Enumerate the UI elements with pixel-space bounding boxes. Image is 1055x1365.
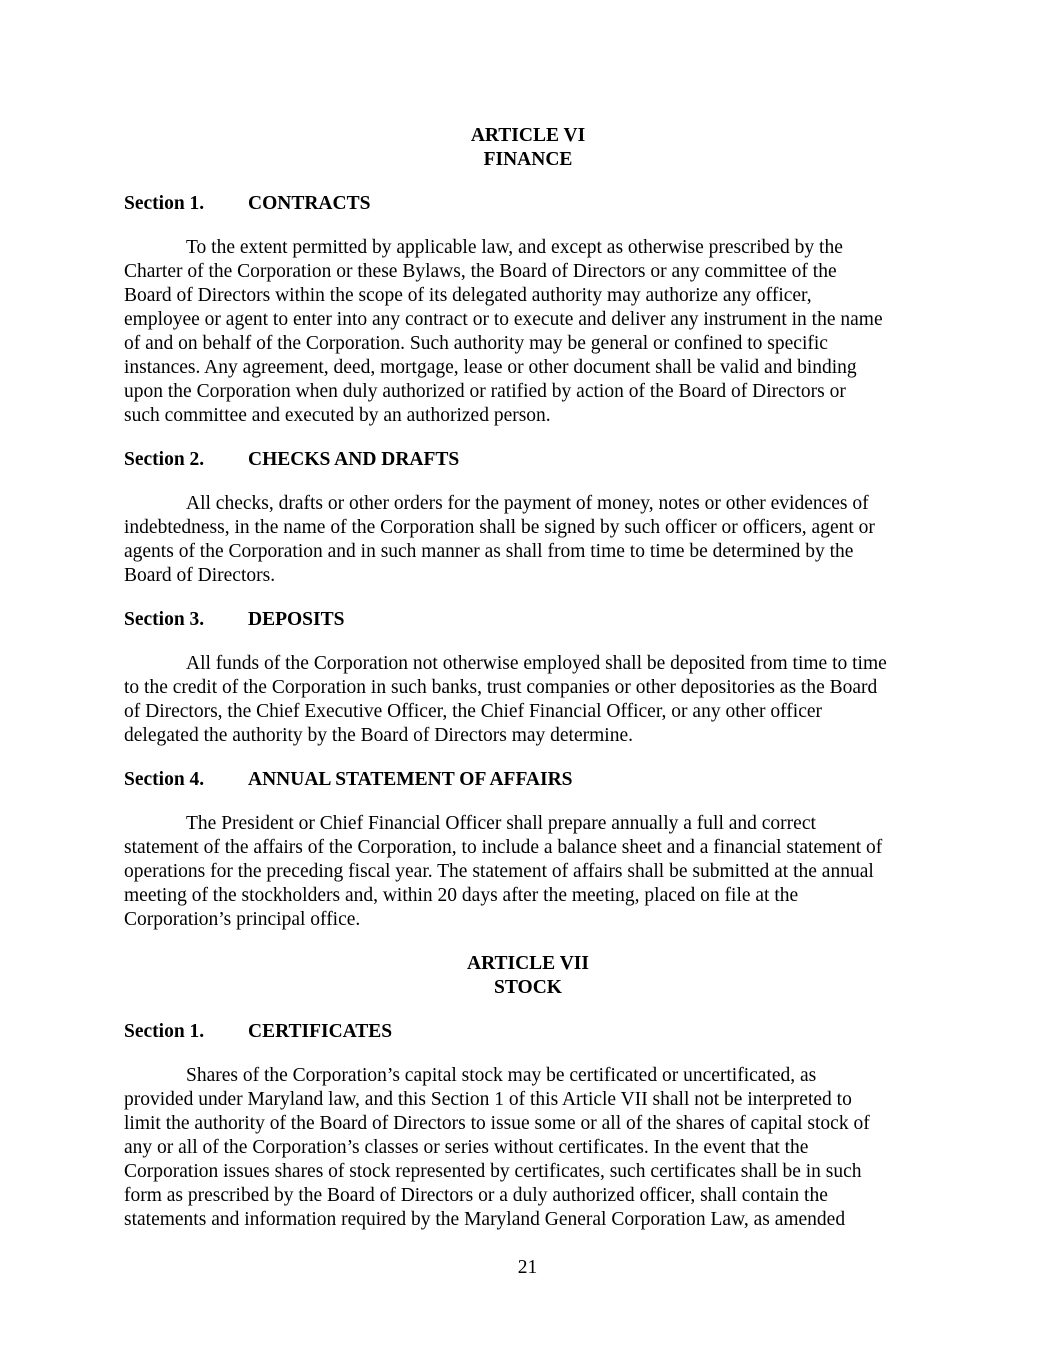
section-title: CERTIFICATES: [248, 1021, 393, 1042]
paragraph-line: operations for the preceding fiscal year. The statement of affairs shall be submitted at the annual: [124, 861, 874, 882]
paragraph-line: employee or agent to enter into any contract or to execute and deliver any instrument in the name: [124, 309, 883, 330]
section-number: Section 4.: [124, 769, 205, 790]
paragraph-line: of and on behalf of the Corporation. Such authority may be general or confined to specific: [124, 333, 828, 354]
section-paragraph: [124, 236, 932, 428]
section-paragraph: [124, 652, 932, 748]
paragraph-line: Corporation’s principal office.: [124, 909, 361, 930]
paragraph-line: of Directors, the Chief Executive Officer, the Chief Financial Officer, or any other officer: [124, 701, 823, 722]
article-vii-heading: [124, 952, 932, 1000]
paragraph-line: meeting of the stockholders and, within 20 days after the meeting, placed on file at the: [124, 885, 799, 906]
article-vi-title: ARTICLE VI: [470, 125, 586, 146]
section-paragraph: [124, 492, 932, 588]
paragraph-line: provided under Maryland law, and this Section 1 of this Article VII shall not be interpreted to: [124, 1089, 852, 1110]
section-number: Section 2.: [124, 449, 205, 470]
paragraph-line: any or all of the Corporation’s classes or series without certificates. In the event that the: [124, 1137, 809, 1158]
section-number: Section 1.: [124, 1021, 205, 1042]
page-number: 21: [517, 1257, 538, 1278]
paragraph-line: indebtedness, in the name of the Corporation shall be signed by such officer or officers, agent or: [124, 517, 875, 538]
paragraph-line: instances. Any agreement, deed, mortgage, lease or other document shall be valid and binding: [124, 357, 857, 378]
paragraph-line: upon the Corporation when duly authorized or ratified by action of the Board of Directors or: [124, 381, 846, 402]
section-number: Section 1.: [124, 193, 205, 214]
paragraph-line: form as prescribed by the Board of Directors or a duly authorized officer, shall contain the: [124, 1185, 828, 1206]
paragraph-line: agents of the Corporation and in such manner as shall from time to time be determined by the: [124, 541, 854, 562]
section-title: DEPOSITS: [248, 609, 345, 630]
document-page: [124, 124, 932, 1232]
section-heading: [124, 1020, 932, 1044]
article-vi-subtitle: FINANCE: [483, 149, 573, 170]
paragraph-line: statements and information required by the Maryland General Corporation Law, as amended: [124, 1209, 846, 1230]
paragraph-line: to the credit of the Corporation in such banks, trust companies or other depositories as the Board: [124, 677, 878, 698]
paragraph-line: such committee and executed by an authorized person.: [124, 405, 551, 426]
section-heading: [124, 768, 932, 792]
paragraph-line: delegated the authority by the Board of Directors may determine.: [124, 725, 633, 746]
paragraph-line: All checks, drafts or other orders for the payment of money, notes or other evidences of: [186, 493, 869, 514]
article-vi-heading: [124, 124, 932, 172]
paragraph-line: statement of the affairs of the Corporation, to include a balance sheet and a financial statement of: [124, 837, 883, 858]
section-heading: [124, 608, 932, 632]
article-vii-title: ARTICLE VII: [467, 953, 589, 974]
paragraph-line: The President or Chief Financial Officer shall prepare annually a full and correct: [186, 813, 816, 834]
paragraph-line: Charter of the Corporation or these Bylaws, the Board of Directors or any committee of the: [124, 261, 837, 282]
section-title: CHECKS AND DRAFTS: [248, 449, 460, 470]
section-heading: [124, 192, 932, 216]
paragraph-line: Shares of the Corporation’s capital stock may be certificated or uncertificated, as: [186, 1065, 817, 1086]
section-number: Section 3.: [124, 609, 205, 630]
section-title: ANNUAL STATEMENT OF AFFAIRS: [248, 769, 573, 790]
article-vii-subtitle: STOCK: [494, 977, 562, 998]
paragraph-line: All funds of the Corporation not otherwise employed shall be deposited from time to time: [186, 653, 887, 674]
paragraph-line: Corporation issues shares of stock represented by certificates, such certificates shall be in such: [124, 1161, 862, 1182]
section-heading: [124, 448, 932, 472]
paragraph-line: Board of Directors within the scope of its delegated authority may authorize any officer,: [124, 285, 812, 306]
section-title: CONTRACTS: [248, 193, 371, 214]
paragraph-line: Board of Directors.: [124, 565, 276, 586]
section-paragraph: [124, 1064, 932, 1232]
section-paragraph: [124, 812, 932, 932]
paragraph-line: To the extent permitted by applicable law, and except as otherwise prescribed by the: [186, 237, 843, 258]
paragraph-line: limit the authority of the Board of Directors to issue some or all of the shares of capital stock of: [124, 1113, 870, 1134]
